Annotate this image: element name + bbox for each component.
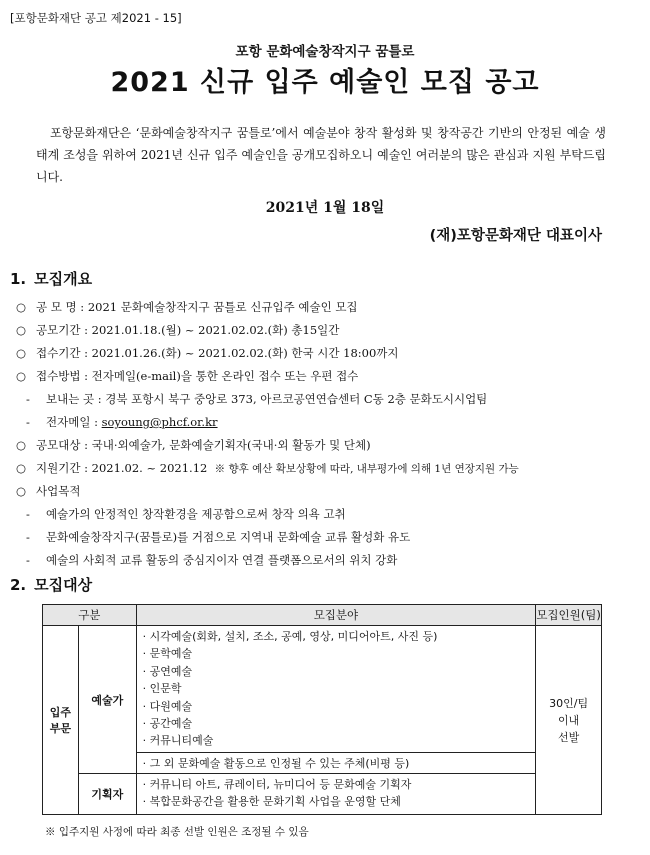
- notice-date: 2021년 1월 18일: [265, 200, 385, 216]
- list-item-email: - 전자메일 : soyoung@phcf.or.kr: [26, 415, 218, 429]
- list-item-purpose-3: - 예술의 사회적 교류 활동의 중심지이자 연결 플랫폼으로서의 위치 강화: [26, 553, 398, 567]
- section-2-number: 2.: [10, 576, 27, 594]
- table-header-row: [43, 605, 602, 626]
- signer: (재)포항문화재단 대표이사: [429, 228, 602, 244]
- category-artist: 예술가: [78, 626, 136, 774]
- planner-fields: · 커뮤니티 아트, 큐레이터, 뉴미디어 등 문화예술 기획자 · 복합문화공간을 활용한 문화기획 사업을 운영할 단체: [136, 774, 536, 815]
- section-1-title: 모집개요: [34, 270, 93, 288]
- quota-cell: 30인/팀 이내 선발: [536, 626, 602, 815]
- list-item-purpose-1: - 예술가의 안정적인 창작환경을 제공함으로써 창작 의욕 고취: [26, 507, 346, 521]
- email-link[interactable]: soyoung@phcf.or.kr: [101, 415, 218, 429]
- overview-list: [16, 296, 636, 572]
- list-item-receipt-period: ○ 접수기간 : 2021.01.26.(화) ~ 2021.02.02.(화) 한국 시간 18:00까지: [16, 346, 399, 360]
- list-item-receipt-method: ○ 접수방법 : 전자메일(e-mail)을 통한 온라인 접수 또는 우편 접수: [16, 369, 359, 383]
- page-subtitle: 포항 문화예술창작지구 꿈틀로: [235, 44, 415, 60]
- header-field: 모집분야: [136, 605, 536, 626]
- section-2-heading: [10, 574, 92, 595]
- list-item-support-period: ○ 지원기간 : 2021.02. ~ 2021.12 ※ 향후 예산 확보상황에 따라, 내부평가에 의해 1년 연장지원 가능: [16, 461, 519, 475]
- list-item-period: ○ 공모기간 : 2021.01.18.(월) ~ 2021.02.02.(화) 총15일간: [16, 323, 340, 337]
- header-category: 구분: [43, 605, 137, 626]
- notice-number: [포항문화재단 공고 제2021 - 15]: [10, 11, 182, 25]
- list-item-purpose-2: - 문화예술창작지구(꿈틀로)를 거점으로 지역내 문화예술 교류 활성화 유도: [26, 530, 411, 544]
- table-row: [43, 626, 602, 753]
- recruitment-table: [42, 604, 602, 815]
- header-quota: 모집인원(팀): [536, 605, 602, 626]
- list-item-mail-address: - 보내는 곳 : 경북 포항시 북구 중앙로 373, 아르코공연연습센터 C동 2층 문화도시시업팀: [26, 392, 488, 406]
- list-item-target: ○ 공모대상 : 국내·외예술가, 문화예술기획자(국내·외 활동가 및 단체): [16, 438, 371, 452]
- list-item-purpose: ○ 사업목적: [16, 484, 81, 498]
- section-2-title: 모집대상: [34, 576, 93, 594]
- table-row: [43, 774, 602, 815]
- artist-fields: · 시각예술(회화, 설치, 조소, 공예, 영상, 미디어아트, 사진 등) · 문학예술 · 공연예술 · 인문학 · 다원예술 · 공간예술 · 커뮤니티예술: [136, 626, 536, 753]
- intro-paragraph: 포항문화재단은 ‘문화예술창작지구 꿈틀로’에서 예술분야 창작 활성화 및 창작공간 기반의 안정된 예술 생태계 조성을 위하여 2021년 신규 입주 예술인을 공개모집하오니 예술인 여러분의 많은 관심과 지원 부탁드립니다.: [36, 126, 606, 184]
- section-1-number: 1.: [10, 270, 27, 288]
- support-period-note: ※ 향후 예산 확보상황에 따라, 내부평가에 의해 1년 연장지원 가능: [214, 463, 519, 475]
- section-1-heading: [10, 268, 92, 289]
- artist-fields-other: · 그 외 문화예술 활동으로 인정될 수 있는 주체(비평 등): [136, 753, 536, 774]
- category-planner: 기획자: [78, 774, 136, 815]
- list-item-title: ○ 공 모 명 : 2021 문화예술창작지구 꿈틀로 신규입주 예술인 모집: [16, 300, 358, 314]
- page-title: 2021 신규 입주 예술인 모집 공고: [110, 67, 540, 98]
- group-cell: 입주 부문: [43, 626, 79, 815]
- footnote: ※ 입주지원 사정에 따라 최종 선발 인원은 조정될 수 있음: [45, 826, 309, 838]
